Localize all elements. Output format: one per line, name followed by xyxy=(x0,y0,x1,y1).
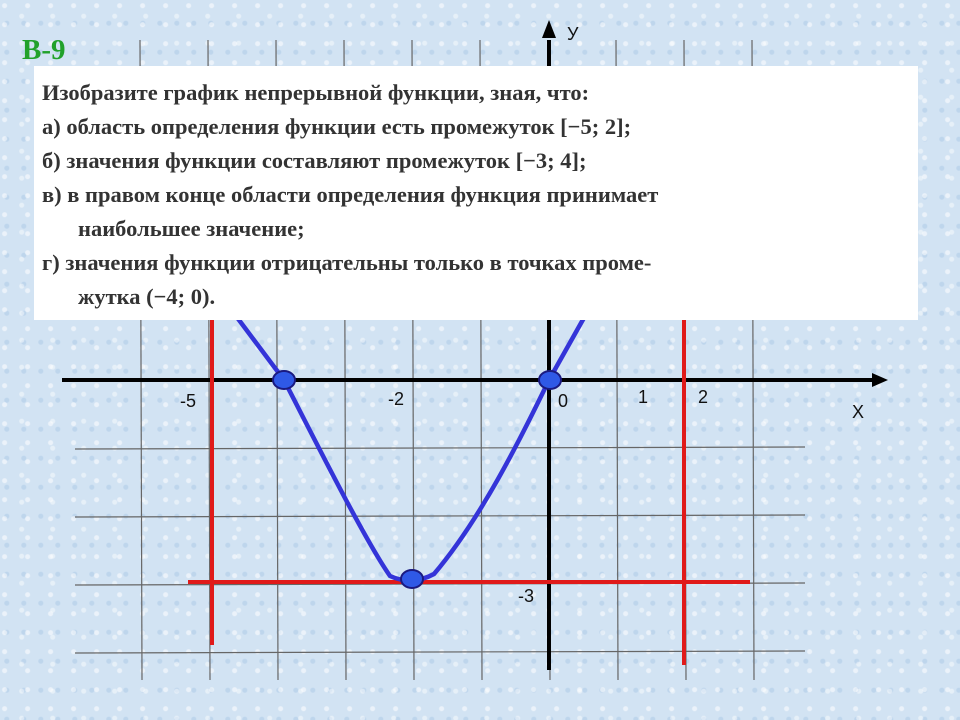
tick-label: -2 xyxy=(388,389,405,409)
task-line: жутка (−4; 0). xyxy=(78,284,216,309)
task-text-box xyxy=(34,66,918,320)
grid-line-horizontal xyxy=(75,651,805,653)
variant-badge: В-9 xyxy=(22,34,66,66)
x-axis-arrow xyxy=(872,373,888,387)
y-axis-label: У xyxy=(567,24,579,44)
tick-label: -3 xyxy=(518,586,535,606)
grid-line-horizontal xyxy=(75,447,805,449)
x-axis-label: Х xyxy=(852,402,865,422)
task-line: Изобразите график непрерывной функции, зная, что: xyxy=(42,80,590,105)
tick-label: -5 xyxy=(180,391,197,411)
tick-label: 0 xyxy=(558,391,569,411)
tick-label: 2 xyxy=(698,387,709,407)
task-line: а) область определения функции есть промежуток [−5; 2]; xyxy=(42,114,632,139)
task-line: в) в правом конце области определения функция принимает xyxy=(42,182,659,207)
task-line: наибольшее значение; xyxy=(78,216,305,241)
boundary-lines xyxy=(188,300,750,665)
tick-label: 1 xyxy=(638,387,649,407)
y-axis-arrow xyxy=(542,20,556,38)
marked-points xyxy=(273,371,561,588)
marked-point xyxy=(273,371,295,389)
marked-point xyxy=(539,371,561,389)
task-line: г) значения функции отрицательны только в точках проме- xyxy=(42,250,652,275)
marked-point xyxy=(401,570,423,588)
task-line: б) значения функции составляют промежуток [−3; 4]; xyxy=(42,148,587,173)
grid-line-horizontal xyxy=(75,515,805,517)
